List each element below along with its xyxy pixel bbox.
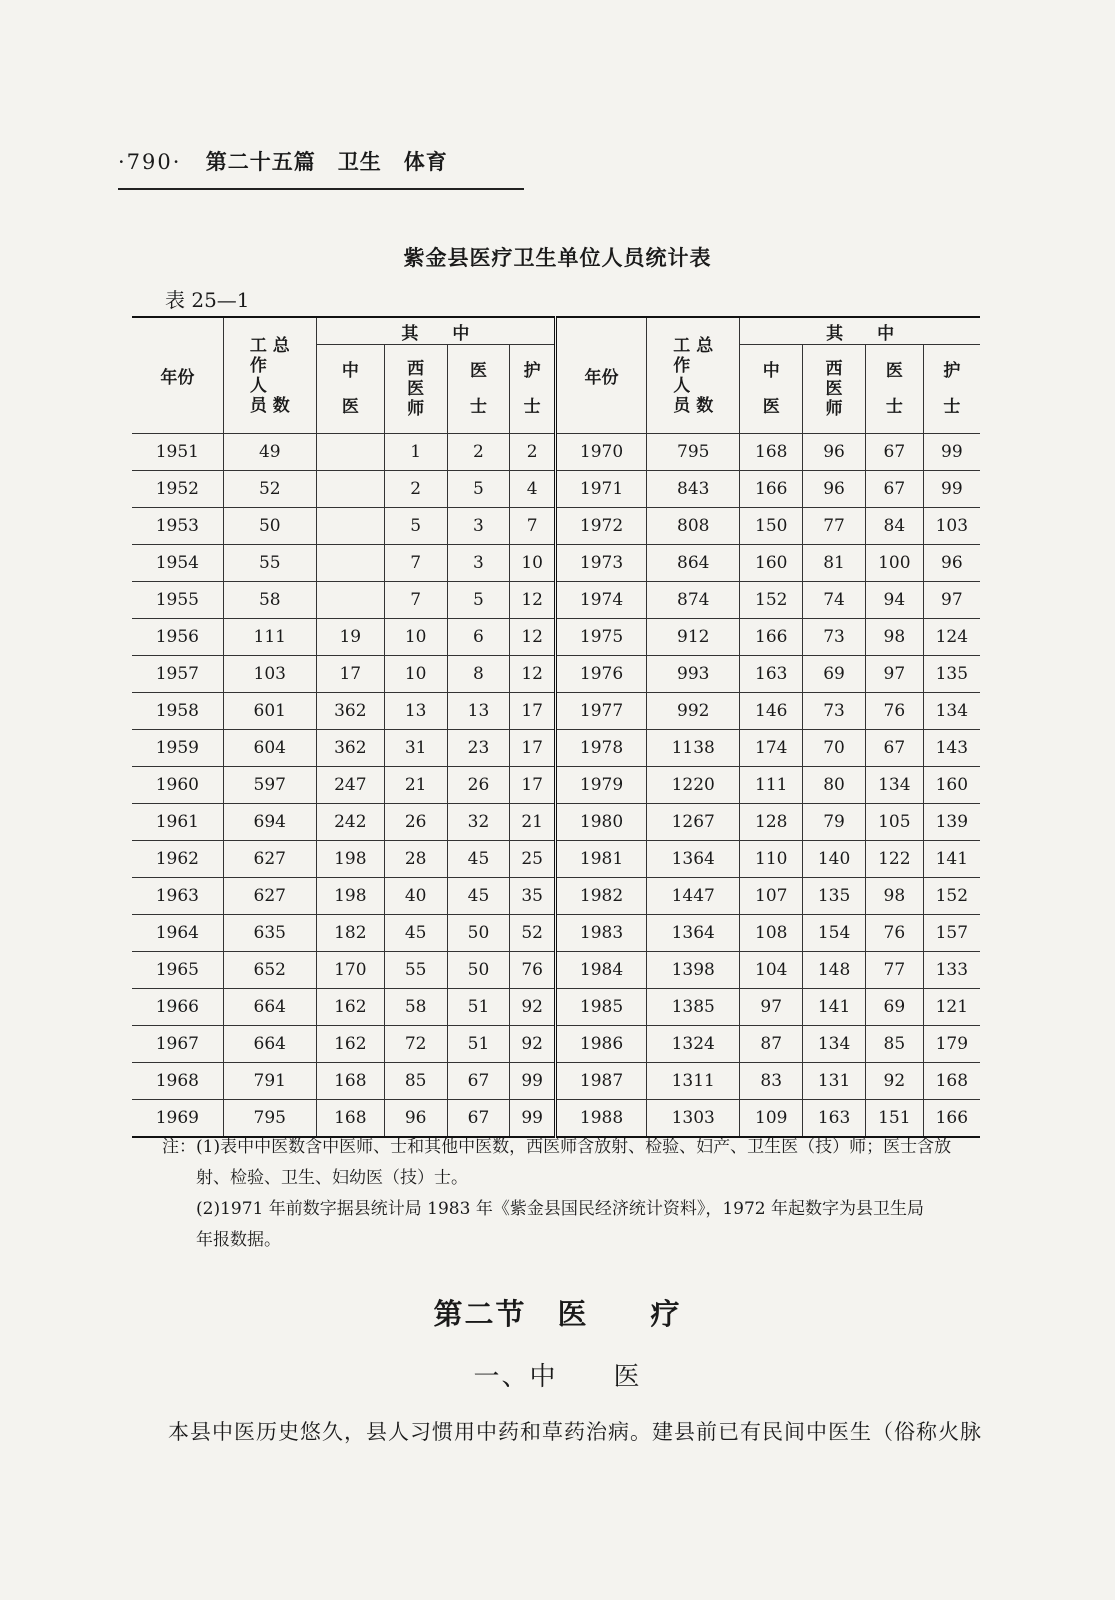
table-cell: 174 (740, 730, 803, 767)
table-cell: 111 (223, 619, 316, 656)
table-cell: 157 (923, 915, 980, 952)
table-cell: 5 (447, 471, 510, 508)
table-cell: 1984 (555, 952, 646, 989)
table-cell: 140 (803, 841, 866, 878)
table-cell: 67 (865, 730, 923, 767)
table-cell: 94 (865, 582, 923, 619)
table-cell: 45 (447, 878, 510, 915)
table-cell: 198 (316, 878, 384, 915)
table-row (132, 545, 980, 582)
table-cell: 1303 (647, 1100, 740, 1138)
table-cell: 135 (803, 878, 866, 915)
table-cell: 1970 (555, 434, 646, 471)
table-cell: 1398 (647, 952, 740, 989)
table-cell: 152 (740, 582, 803, 619)
table-cell: 80 (803, 767, 866, 804)
table-cell: 67 (447, 1063, 510, 1100)
table-cell: 1978 (555, 730, 646, 767)
table-row (132, 619, 980, 656)
table-cell: 96 (923, 545, 980, 582)
header-year-right: 年份 (555, 317, 646, 434)
subsection-title: 一、中 医 (473, 1362, 642, 1392)
table-cell: 1975 (555, 619, 646, 656)
table-cell: 1385 (647, 989, 740, 1026)
table-row (132, 804, 980, 841)
table-row (132, 1063, 980, 1100)
table-cell: 5 (447, 582, 510, 619)
header-year: 年份 (132, 317, 223, 434)
table-cell: 182 (316, 915, 384, 952)
table-cell: 67 (865, 471, 923, 508)
table-cell (316, 434, 384, 471)
table-cell: 1973 (555, 545, 646, 582)
table-cell: 8 (447, 656, 510, 693)
table-cell: 58 (384, 989, 447, 1026)
table-cell: 242 (316, 804, 384, 841)
table-cell: 1961 (132, 804, 223, 841)
table-cell: 6 (447, 619, 510, 656)
table-cell: 1982 (555, 878, 646, 915)
table-cell: 50 (223, 508, 316, 545)
table-cell: 151 (865, 1100, 923, 1138)
table-cell: 601 (223, 693, 316, 730)
header-western: 西 医 师 (384, 345, 447, 434)
table-cell: 122 (865, 841, 923, 878)
table-cell: 1951 (132, 434, 223, 471)
table-cell: 604 (223, 730, 316, 767)
table-cell: 81 (803, 545, 866, 582)
table-cell: 74 (803, 582, 866, 619)
table-cell: 10 (384, 619, 447, 656)
table-cell: 664 (223, 989, 316, 1026)
table-cell: 67 (447, 1100, 510, 1138)
table-cell: 55 (384, 952, 447, 989)
table-cell: 121 (923, 989, 980, 1026)
table-cell: 69 (803, 656, 866, 693)
table-cell (316, 471, 384, 508)
table-cell: 111 (740, 767, 803, 804)
table-cell: 19 (316, 619, 384, 656)
table-cell: 1965 (132, 952, 223, 989)
table-cell: 13 (384, 693, 447, 730)
table-cell: 135 (923, 656, 980, 693)
table-cell: 1977 (555, 693, 646, 730)
table-cell: 141 (923, 841, 980, 878)
table-cell: 1311 (647, 1063, 740, 1100)
table-cell: 97 (740, 989, 803, 1026)
table-cell: 99 (510, 1100, 556, 1138)
table-cell: 627 (223, 841, 316, 878)
table-cell: 1267 (647, 804, 740, 841)
table-cell: 76 (865, 915, 923, 952)
table-cell: 87 (740, 1026, 803, 1063)
table-cell: 1220 (647, 767, 740, 804)
table-cell: 98 (865, 619, 923, 656)
table-cell: 3 (447, 545, 510, 582)
table-cell: 1974 (555, 582, 646, 619)
running-header (118, 146, 524, 190)
table-cell: 128 (740, 804, 803, 841)
table-cell: 166 (923, 1100, 980, 1138)
table-cell: 99 (923, 471, 980, 508)
table-cell: 52 (510, 915, 556, 952)
table-cell: 179 (923, 1026, 980, 1063)
table-cell: 109 (740, 1100, 803, 1138)
table-cell: 1955 (132, 582, 223, 619)
table-cell: 1447 (647, 878, 740, 915)
header-nurse-right: 护 士 (923, 345, 980, 434)
table-cell: 45 (447, 841, 510, 878)
table-cell: 1959 (132, 730, 223, 767)
table-cell: 84 (865, 508, 923, 545)
table-cell: 25 (510, 841, 556, 878)
table-cell: 134 (803, 1026, 866, 1063)
table-cell: 103 (223, 656, 316, 693)
table-cell: 49 (223, 434, 316, 471)
table-cell: 26 (447, 767, 510, 804)
table-cell: 2 (447, 434, 510, 471)
table-cell: 124 (923, 619, 980, 656)
table-cell: 28 (384, 841, 447, 878)
table-cell: 635 (223, 915, 316, 952)
table-cell: 1979 (555, 767, 646, 804)
table-body (132, 434, 980, 1138)
table-cell: 1964 (132, 915, 223, 952)
header-tcm-right: 中 医 (740, 345, 803, 434)
table-cell: 1980 (555, 804, 646, 841)
table-cell: 162 (316, 1026, 384, 1063)
table-cell: 32 (447, 804, 510, 841)
table-cell: 17 (510, 693, 556, 730)
table-title: 紫金县医疗卫生单位人员统计表 (403, 245, 712, 270)
table-cell: 843 (647, 471, 740, 508)
table-cell: 4 (510, 471, 556, 508)
table-cell: 1957 (132, 656, 223, 693)
table-cell: 17 (510, 730, 556, 767)
table-cell: 808 (647, 508, 740, 545)
table-cell: 664 (223, 1026, 316, 1063)
table-cell: 134 (923, 693, 980, 730)
table-cell: 139 (923, 804, 980, 841)
table-cell: 1962 (132, 841, 223, 878)
table-cell: 1981 (555, 841, 646, 878)
table-cell: 17 (316, 656, 384, 693)
table-cell: 160 (923, 767, 980, 804)
table-cell: 168 (923, 1063, 980, 1100)
page-number: ·790· (118, 150, 182, 174)
table-cell: 50 (447, 915, 510, 952)
table-row (132, 656, 980, 693)
table-cell: 154 (803, 915, 866, 952)
table-cell: 98 (865, 878, 923, 915)
table-cell: 96 (384, 1100, 447, 1138)
table-cell: 12 (510, 619, 556, 656)
table-cell: 69 (865, 989, 923, 1026)
table-cell: 168 (316, 1063, 384, 1100)
header-total-staff (223, 317, 316, 434)
table-cell: 104 (740, 952, 803, 989)
table-cell: 1985 (555, 989, 646, 1026)
table-cell: 133 (923, 952, 980, 989)
table-row (132, 989, 980, 1026)
table-cell: 362 (316, 730, 384, 767)
header-total-staff-right: 总 工 作 人 员 数 (647, 317, 740, 434)
table-row (132, 952, 980, 989)
table-cell: 162 (316, 989, 384, 1026)
table-cell: 864 (647, 545, 740, 582)
table-cell (316, 508, 384, 545)
table-cell: 85 (865, 1026, 923, 1063)
header-among-right: 其 中 (740, 317, 980, 345)
table-cell: 35 (510, 878, 556, 915)
header-total-staff-text: 总 工 作 人 员 数 (249, 335, 290, 416)
table-cell: 2 (510, 434, 556, 471)
table-cell: 1138 (647, 730, 740, 767)
table-cell: 1986 (555, 1026, 646, 1063)
table-cell: 96 (803, 471, 866, 508)
table-cell: 73 (803, 619, 866, 656)
header-tcm: 中 医 (316, 345, 384, 434)
table-cell: 1966 (132, 989, 223, 1026)
table-cell: 143 (923, 730, 980, 767)
table-cell: 7 (510, 508, 556, 545)
table-cell: 70 (803, 730, 866, 767)
table-row (132, 1026, 980, 1063)
table-cell: 131 (803, 1063, 866, 1100)
table-cell (316, 545, 384, 582)
table-cell: 10 (384, 656, 447, 693)
header-among: 其 中 (316, 317, 555, 345)
table-cell: 67 (865, 434, 923, 471)
table-row (132, 582, 980, 619)
table-cell: 362 (316, 693, 384, 730)
table-cell: 83 (740, 1063, 803, 1100)
table-cell: 77 (803, 508, 866, 545)
table-cell: 99 (510, 1063, 556, 1100)
table-cell: 3 (447, 508, 510, 545)
table-cell: 141 (803, 989, 866, 1026)
table-cell: 96 (803, 434, 866, 471)
table-cell: 103 (923, 508, 980, 545)
table-cell: 107 (740, 878, 803, 915)
table-number: 表 25—1 (165, 288, 250, 312)
table-cell: 72 (384, 1026, 447, 1063)
table-cell: 76 (865, 693, 923, 730)
table-cell: 1960 (132, 767, 223, 804)
table-row (132, 471, 980, 508)
table-cell: 652 (223, 952, 316, 989)
table-cell: 795 (223, 1100, 316, 1138)
table-cell: 26 (384, 804, 447, 841)
table-cell: 51 (447, 989, 510, 1026)
table-cell: 97 (865, 656, 923, 693)
table-row (132, 841, 980, 878)
table-cell: 993 (647, 656, 740, 693)
table-notes (162, 1132, 992, 1256)
table-row (132, 915, 980, 952)
table-cell: 627 (223, 878, 316, 915)
table-cell: 51 (447, 1026, 510, 1063)
table-cell: 52 (223, 471, 316, 508)
table-cell: 874 (647, 582, 740, 619)
table-cell: 1954 (132, 545, 223, 582)
table-cell: 1 (384, 434, 447, 471)
table-cell: 163 (803, 1100, 866, 1138)
table-cell: 1988 (555, 1100, 646, 1138)
header-assistant-right: 医 士 (865, 345, 923, 434)
table-cell: 45 (384, 915, 447, 952)
note-2-line-1: (2)1971 年前数字据县统计局 1983 年《紫金县国民经济统计资料》，1972 年起数字为县卫生局 (196, 1199, 924, 1219)
table-cell: 99 (923, 434, 980, 471)
staff-statistics-table (132, 316, 980, 1138)
table-cell: 791 (223, 1063, 316, 1100)
note-1-line-2: 射、检验、卫生、妇幼医（技）士。 (196, 1168, 468, 1188)
table-cell: 85 (384, 1063, 447, 1100)
running-title: 第二十五篇 卫生 体育 (205, 149, 448, 174)
table-cell: 1963 (132, 878, 223, 915)
table-row (132, 767, 980, 804)
table-cell: 152 (923, 878, 980, 915)
table-cell: 1987 (555, 1063, 646, 1100)
header-nurse: 护 士 (510, 345, 556, 434)
table-cell: 198 (316, 841, 384, 878)
table-cell: 92 (510, 1026, 556, 1063)
table-cell: 73 (803, 693, 866, 730)
table-cell: 55 (223, 545, 316, 582)
body-paragraph: 本县中医历史悠久，县人习惯用中药和草药治病。建县前已有民间中医生（俗称火脉 (168, 1420, 982, 1444)
table-cell: 1956 (132, 619, 223, 656)
table-cell: 58 (223, 582, 316, 619)
table-cell: 912 (647, 619, 740, 656)
table-cell: 92 (865, 1063, 923, 1100)
header-western-right: 西 医 师 (803, 345, 866, 434)
table-cell: 1953 (132, 508, 223, 545)
table-cell: 148 (803, 952, 866, 989)
table-cell: 1976 (555, 656, 646, 693)
table-cell: 5 (384, 508, 447, 545)
section-title: 第二节 医 疗 (433, 1297, 682, 1331)
table-row (132, 434, 980, 471)
table-cell: 10 (510, 545, 556, 582)
table-cell: 108 (740, 915, 803, 952)
table-row (132, 693, 980, 730)
table-cell: 160 (740, 545, 803, 582)
table-cell: 100 (865, 545, 923, 582)
table-cell: 146 (740, 693, 803, 730)
table-cell (316, 582, 384, 619)
table-cell: 1364 (647, 841, 740, 878)
table-cell: 170 (316, 952, 384, 989)
note-2-line-2: 年报数据。 (196, 1230, 281, 1250)
table-cell: 1969 (132, 1100, 223, 1138)
table-cell: 7 (384, 582, 447, 619)
table-cell: 40 (384, 878, 447, 915)
table-cell: 163 (740, 656, 803, 693)
table-cell: 1952 (132, 471, 223, 508)
table-cell: 92 (510, 989, 556, 1026)
table-row (132, 730, 980, 767)
table-row (132, 878, 980, 915)
table-cell: 105 (865, 804, 923, 841)
table-cell: 168 (316, 1100, 384, 1138)
table-cell: 76 (510, 952, 556, 989)
table-cell: 97 (923, 582, 980, 619)
header-assistant: 医 士 (447, 345, 510, 434)
table-cell: 694 (223, 804, 316, 841)
note-1-line-1: 注：(1)表中中医数含中医师、士和其他中医数，西医师含放射、检验、妇产、卫生医（技）师；医士含放 (162, 1137, 952, 1157)
table-cell: 795 (647, 434, 740, 471)
table-cell: 150 (740, 508, 803, 545)
table-cell: 13 (447, 693, 510, 730)
table-cell: 134 (865, 767, 923, 804)
table-cell: 21 (384, 767, 447, 804)
table-cell: 50 (447, 952, 510, 989)
table-cell: 77 (865, 952, 923, 989)
table-cell: 1967 (132, 1026, 223, 1063)
table-cell: 7 (384, 545, 447, 582)
table-cell: 166 (740, 619, 803, 656)
table-cell: 79 (803, 804, 866, 841)
table-cell: 2 (384, 471, 447, 508)
table-cell: 247 (316, 767, 384, 804)
table-cell: 992 (647, 693, 740, 730)
table-cell: 1972 (555, 508, 646, 545)
table-cell: 1983 (555, 915, 646, 952)
table-cell: 31 (384, 730, 447, 767)
table-row (132, 508, 980, 545)
table-cell: 17 (510, 767, 556, 804)
table-cell: 1324 (647, 1026, 740, 1063)
table-cell: 110 (740, 841, 803, 878)
table-cell: 23 (447, 730, 510, 767)
table-cell: 168 (740, 434, 803, 471)
table-cell: 1971 (555, 471, 646, 508)
table-cell: 1958 (132, 693, 223, 730)
table-cell: 166 (740, 471, 803, 508)
table-cell: 12 (510, 582, 556, 619)
table-cell: 1364 (647, 915, 740, 952)
table-cell: 597 (223, 767, 316, 804)
table-cell: 1968 (132, 1063, 223, 1100)
table-cell: 21 (510, 804, 556, 841)
table-cell: 12 (510, 656, 556, 693)
